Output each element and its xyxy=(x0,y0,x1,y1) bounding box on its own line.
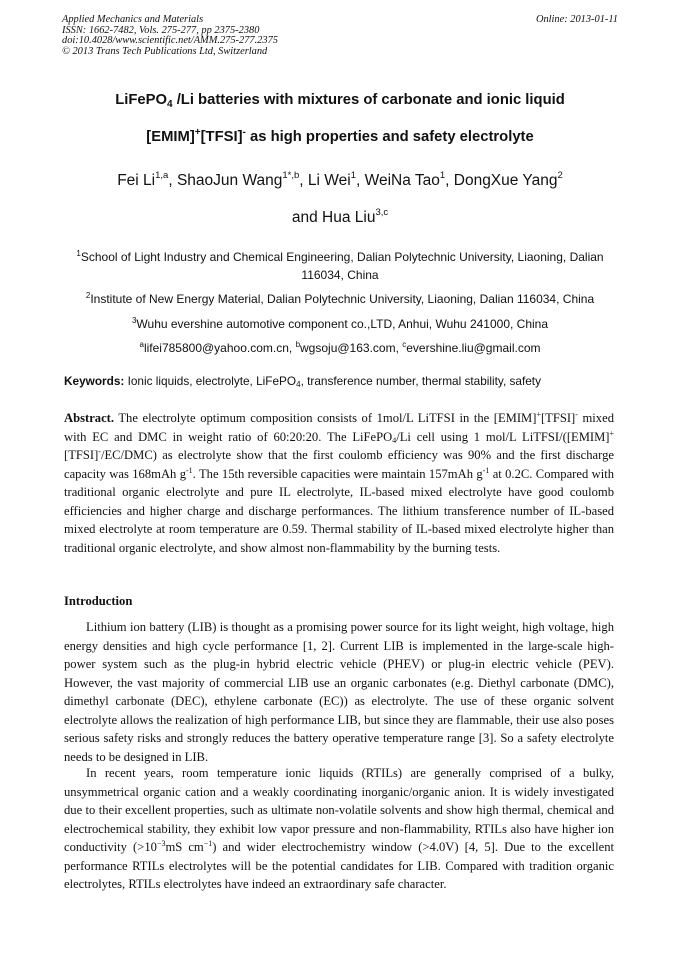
intro-paragraph-1: Lithium ion battery (LIB) is thought as a promising power source for its light weight, high voltage, high energy densities and high cycle performance [1, 2]. Current LIB is implemented in the large-scale high-power system such as the plug-in hybrid electric vehicle (PHEV) or plug-in electric vehicle (PEV). However, the vast majority of commercial LIB use an organic carbonates (e.g. Diethyl carbonate (DMC), dimethyl carbonate (DEC), ethylene carbonate (EC)) as electrolyte. The use of these organic solvent electrolyte allows the realization of high performance LIB, but since they are flammable, their use also poses serious safety risks and strongly reduces the battery operative temperature range [3]. So a safety electrolyte needs to be designed in LIB. xyxy=(64,620,614,764)
issn-line: ISSN: 1662-7482, Vols. 275-277, pp 2375-2380 xyxy=(62,24,260,36)
journal-name: Applied Mechanics and Materials xyxy=(62,14,204,25)
keywords-text: , transference number, thermal stability, safety xyxy=(300,374,541,388)
title-text: LiFePO xyxy=(115,92,168,108)
title-superscript: - xyxy=(242,127,246,138)
abstract-text: . The 15th reversible capacities were maintain 157mAh g xyxy=(192,466,483,481)
paragraph-superscript: −1 xyxy=(203,839,213,848)
abstract-text: [TFSI] xyxy=(540,411,576,425)
paragraph-text: In recent years, room temperature ionic liquids (RTILs) are generally comprised of a bulky, unsymmetrical organic cation and a weakly coordinating inorganic/organic anion. It is widely investigated due to their excellent properties, such as ultimate non-volatile solvents and show high thermal, chemical and electrochemical stability, they exhibit low vapor pressure and non-flammability, RTILs also have higher ion conductivity (>10 xyxy=(64,766,614,854)
author-name: Fei Li xyxy=(117,172,156,189)
abstract-superscript: + xyxy=(609,428,614,438)
keywords-text: Ionic liquids, electrolyte, LiFePO xyxy=(124,374,297,388)
email-text: evershine.liu@gmail.com xyxy=(406,341,541,355)
affil-text: Wuhu evershine automotive component co.,LTD, Anhui, Wuhu 241000, China xyxy=(136,317,549,331)
paragraph-text: mS cm xyxy=(165,840,204,854)
affil-mark: 3 xyxy=(131,316,137,325)
paper-title-line-1 xyxy=(62,92,618,110)
affiliation-1 xyxy=(62,245,618,284)
email-mark: a xyxy=(139,340,144,349)
copyright-line: © 2013 Trans Tech Publications Ltd, Switzerland xyxy=(62,45,268,57)
keywords xyxy=(64,374,620,389)
abstract-superscript: -1 xyxy=(482,465,490,475)
section-heading-introduction: Introduction xyxy=(64,594,133,608)
abstract-superscript: - xyxy=(575,410,578,419)
title-text: /Li batteries with mixtures of carbonate and ionic liquid xyxy=(172,92,565,108)
author-affil-mark: 1*,b xyxy=(282,170,300,181)
author-name: , Li Wei xyxy=(299,172,351,189)
affil-text: Institute of New Energy Material, Dalian Polytechnic University, Liaoning, Dalian 116034, China xyxy=(90,292,595,306)
author-affil-mark: 1 xyxy=(439,170,446,181)
email-mark: c xyxy=(402,340,407,349)
journal-header xyxy=(62,15,618,57)
abstract-subscript: 4 xyxy=(392,435,397,445)
abstract-superscript: - xyxy=(98,447,101,456)
abstract-label: Abstract. xyxy=(64,411,115,425)
keywords-subscript: 4 xyxy=(296,380,301,389)
affiliation-2 xyxy=(62,287,618,309)
affil-text: School of Light Industry and Chemical Engineering, Dalian Polytechnic University, Liaoning, Dalian 116034, China xyxy=(80,250,604,282)
email-mark: b xyxy=(295,340,301,349)
intro-paragraph-2 xyxy=(64,764,614,894)
title-text: [TFSI] xyxy=(200,129,243,145)
abstract-text: /EC/DMC) as electrolyte show that the first coulomb efficiency was 90% and the first discharge capacity was 168mAh g xyxy=(64,448,614,481)
author-name: , DongXue Yang xyxy=(445,172,558,189)
affil-mark: 1 xyxy=(76,249,81,258)
abstract-text: mixed with EC and DMC in weight ratio of 60:20:20. The LiFePO xyxy=(64,411,614,444)
author-name: , WeiNa Tao xyxy=(355,172,440,189)
author-list-line-2 xyxy=(62,207,618,227)
title-subscript: 4 xyxy=(167,99,173,110)
author-affil-mark: 1 xyxy=(350,170,356,181)
abstract-superscript: + xyxy=(536,410,541,419)
affiliation-3 xyxy=(62,312,618,334)
abstract xyxy=(64,409,614,557)
abstract-text: [TFSI] xyxy=(64,448,99,462)
paper-title-line-2 xyxy=(62,127,618,145)
author-affil-mark: 1,a xyxy=(155,170,169,181)
doi-line: doi:10.4028/www.scientific.net/AMM.275-277.2375 xyxy=(62,35,278,47)
title-text: [EMIM] xyxy=(146,129,195,145)
author-emails xyxy=(62,336,618,358)
author-affil-mark: 2 xyxy=(557,170,563,181)
author-name: , ShaoJun Wang xyxy=(168,172,283,189)
title-text: as high properties and safety electrolyte xyxy=(245,129,534,145)
abstract-text: /Li cell using 1 mol/L LiTFSI/([EMIM] xyxy=(396,429,610,444)
author-affil-mark: 3,c xyxy=(375,207,389,218)
title-superscript: + xyxy=(194,127,201,138)
online-date: Online: 2013-01-11 xyxy=(535,14,618,25)
affil-mark: 2 xyxy=(85,291,91,300)
email-text: lifei785800@yahoo.com.cn, xyxy=(143,341,296,355)
abstract-superscript: -1 xyxy=(186,465,193,475)
author-list xyxy=(62,170,618,190)
author-name: and Hua Liu xyxy=(291,209,376,226)
paragraph-text: ) and wider electrochemistry window (>4.0V) [4, 5]. Due to the excellent performance RTILs electrolytes will be the potential candidates for LIB. Compared with tradition organic electrolytes, RTILs electrolytes have indeed an extraordinary safe character. xyxy=(64,840,614,891)
abstract-text: at 0.2C. Compared with traditional organic electrolyte and pure IL electrolyte, IL-based mixed electrolyte have good coulomb efficiencies and higher charge and discharge performances. The lithium transference number of IL-based mixed electrolyte at room temperature are 0.59. Thermal stability of IL-based mixed electrolyte higher than traditional organic electrolyte, and show almost non-flammability by the burning tests. xyxy=(64,466,615,555)
paragraph-superscript: −3 xyxy=(156,839,166,848)
abstract-text: The electrolyte optimum composition consists of 1mol/L LiTFSI in the [EMIM] xyxy=(114,411,537,425)
keywords-label: Keywords: xyxy=(64,374,125,388)
email-text: wgsoju@163.com, xyxy=(300,341,403,355)
